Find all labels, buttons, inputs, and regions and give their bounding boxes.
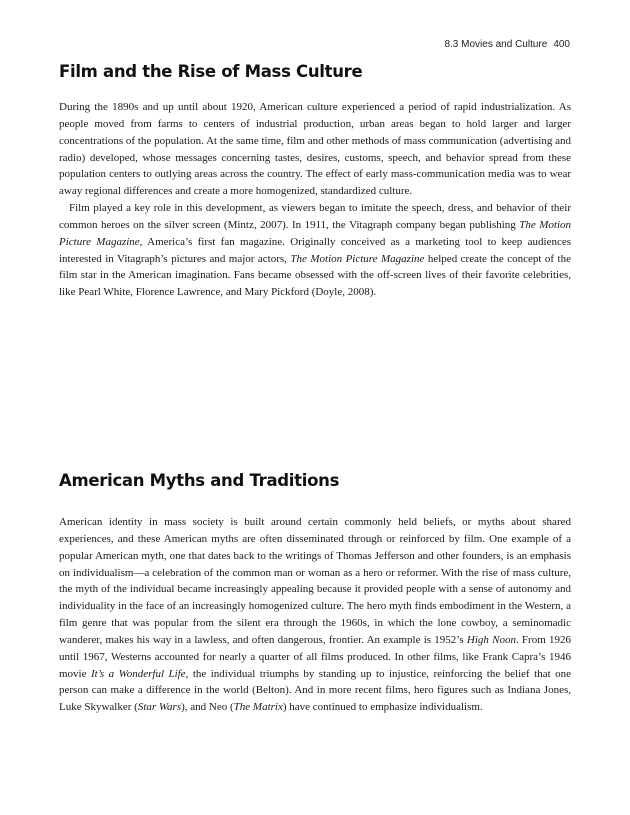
section-body-film-mass-culture xyxy=(59,99,571,301)
paragraph-text: , America’s first fan magazine. Originally conceived as a marketing tool to keep audiences interested in Vitagraph’s pictures and major actors, xyxy=(59,235,571,265)
italic-title-text: The Motion Picture Magazine xyxy=(290,252,425,265)
body-paragraph xyxy=(59,99,571,200)
italic-title-text: The Motion Picture Magazine xyxy=(59,218,571,248)
paragraph-text: ) have continued to emphasize individualism. xyxy=(282,701,483,714)
paragraph-text: During the 1890s and up until about 1920, American culture experienced a period of rapid industrialization. As people moved from farms to centers of industrial production, urban areas began to hold larger and larger concentrations of the population. At the same time, film and other methods of mass communication (advertising and radio) developed, whose messages concerning tastes, desires, customs, speech, and behavior spread from these population centers to outlying areas across the country. The effect of early mass-communication media was to wear away regional differences and create a more homogenized, standardized culture. xyxy=(59,101,571,198)
paragraph-text: American identity in mass society is built around certain commonly held beliefs, or myths about shared experiences, and these American myths are often disseminated through or reinforced by film. One example of a popular American myth, one that dates back to the writings of Thomas Jefferson and other founders, is an emphasis on individualism—a celebration of the common man or woman as a hero or reformer. With the rise of mass culture, the myth of the individual became increasingly appealing because it provided people with a sense of autonomy and individuality in the face of an increasingly homogenized culture. The hero myth finds embodiment in the Western, a film genre that was popular from the silent era through the 1960s, in which the lone cowboy, a seminomadic wanderer, makes his way in a lawless, and often dangerous, frontier. An example is 1952’s xyxy=(59,516,571,646)
section-title-film-mass-culture: Film and the Rise of Mass Culture xyxy=(59,62,363,81)
paragraph-text: ), and Neo ( xyxy=(181,701,234,714)
italic-title-text: The Matrix xyxy=(233,701,283,714)
body-paragraph xyxy=(59,200,571,301)
paragraph-text: . From 1926 until 1967, Westerns accounted for nearly a quarter of all films produced. In other films, like Frank Capra’s 1946 movie xyxy=(59,633,572,680)
running-header xyxy=(444,39,570,50)
italic-title-text: It’s a Wonderful Life xyxy=(90,667,186,680)
body-paragraph xyxy=(59,514,571,716)
section-title-american-myths: American Myths and Traditions xyxy=(59,471,340,490)
italic-title-text: High Noon xyxy=(466,633,516,646)
italic-title-text: Star Wars xyxy=(137,701,182,714)
running-header-section: 8.3 Movies and Culture xyxy=(444,39,548,50)
paragraph-text: Film played a key role in this development, as viewers began to imitate the speech, dress, and behavior of their common heroes on the silver screen (Mintz, 2007). In 1911, the Vitagraph company began publishing xyxy=(59,202,571,231)
paragraph-text: , the individual triumphs by standing up to injustice, reinforcing the belief that one person can make a difference in the world (Belton). And in more recent films, hero figures such as Indiana Jones, Luke Skywalker ( xyxy=(59,667,571,714)
page-number: 400 xyxy=(553,39,570,50)
section-body-american-myths xyxy=(59,514,571,716)
paragraph-text: helped create the concept of the film star in the American imagination. Fans became obsessed with the off-screen lives of their favorite celebrities, like Pearl White, Florence Lawrence, and Mary Pickford (Doyle, 2008). xyxy=(59,252,571,299)
